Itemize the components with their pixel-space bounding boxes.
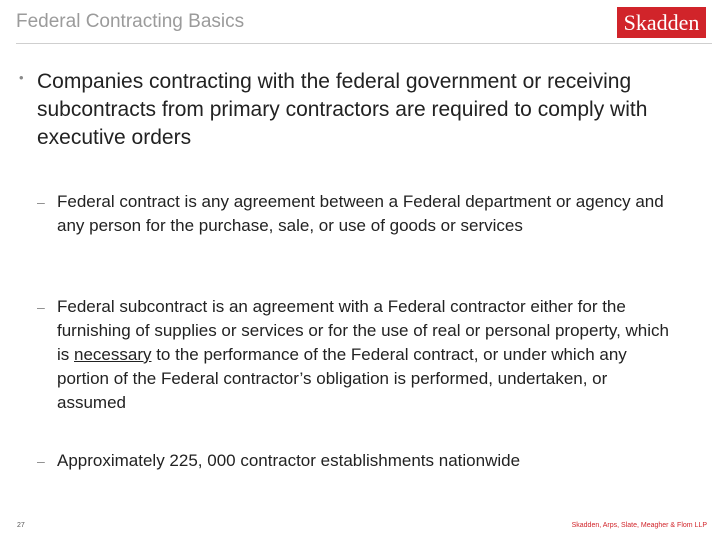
header-divider (16, 43, 712, 44)
logo-text: Skadden (623, 9, 700, 35)
bullet-dot-icon: • (19, 70, 24, 85)
slide-title: Federal Contracting Basics (16, 11, 245, 32)
page-number: 27 (17, 522, 25, 529)
sub-item-text (57, 295, 677, 415)
main-bullet-text: Companies contracting with the federal government or receiving subcontracts from primary contractors are required to comply with executive orders (37, 70, 648, 149)
skadden-logo (617, 7, 706, 38)
sub-item-text-part: to the performance of the Federal contract, or under which any portion of the Federal contractor’s obligation is performed, undertaken, or assumed (57, 345, 627, 412)
dash-icon: – (37, 453, 45, 469)
sub-item-text: Approximately 225, 000 contractor establishments nationwide (57, 451, 521, 470)
sub-item-text: Federal contract is any agreement between a Federal department or agency and any person for the purchase, sale, or use of goods or services (57, 192, 664, 235)
firm-name-footer: Skadden, Arps, Slate, Meagher & Flom LLP (571, 522, 707, 529)
dash-icon: – (37, 299, 45, 315)
dash-icon: – (37, 194, 45, 210)
underlined-word: necessary (74, 345, 152, 364)
sub-item-text-part: Federal subcontract is an agreement with a Federal contractor either for the furnishing of supplies or services or for the use of real or personal property, which is (57, 297, 669, 364)
